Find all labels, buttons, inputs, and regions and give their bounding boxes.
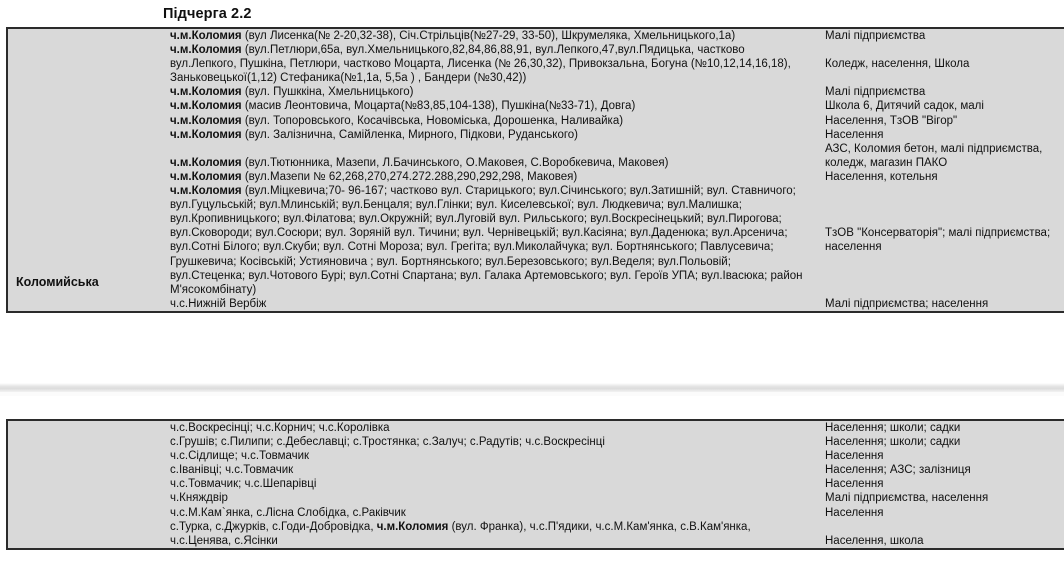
object-line: Населення [825,128,884,141]
street-line: вул.Гуцульській; вул.Млинській; вул.Бенцаля; вул.Глінки; вул. Киселевської; вул. Людкевича; вул.Малишка; [170,199,742,212]
object-line: АЗС, Коломия бетон, малі підприємства, [825,142,1043,155]
street-line: Заньковецької(1,12) Стефаника(№1,1а, 5,5а ) , Бандери (№30,42)) [170,72,527,85]
street-line: ч.с.Товмачик; ч.с.Шепарівці [170,478,317,491]
streets-cell [168,420,821,549]
object-line: Населення, школа [825,534,924,547]
object-line [821,198,1064,212]
object-line [821,184,1064,198]
street-line: ч.м.Коломия (вул Лисенка(№ 2-20,32-38), Січ.Стрільців(№27-29, 33-50), Шкрумеляка, Хмельницького,1а) [170,30,736,42]
table-row [7,28,1064,312]
object-line [821,269,1064,283]
street-line: ч.м.Коломия (вул.Міцкевича;70- 96-167; частково вул. Старицького; вул.Січинського; вул.Затишній; вул. Ставничого; [170,185,796,198]
streets-cell [168,28,821,312]
object-line: Населення [825,478,884,491]
object-line: Малі підприємства, населення [825,492,989,505]
region-cell [7,420,168,549]
street-line: вул.Лепкого, Пушкіна, Петлюри, частково Моцарта, Лисенка (№ 26,30,32), Привокзальна, Богуна (№10,12,14,16,18), [170,58,791,71]
street-line: ч.м.Коломия (вул.Мазепи № 62,268,270,274.272.288,290,292,298, Маковея) [170,170,578,183]
object-line: Населення [825,450,884,463]
streets-lines [168,29,821,311]
object-line: Коледж, населення, Школа [825,58,970,71]
objects-cell [821,420,1064,549]
object-line: Малі підприємства [825,30,926,42]
street-line: с.Турка, с.Джурків, с.Годи-Добровідка, ч.м.Коломия (вул. Франка), ч.с.П'ядики, ч.с.М.Кам'янка, с.В.Кам'янка, [170,520,751,533]
object-line: Населення; АЗС; залізниця [825,464,971,477]
page-title: Підчерга 2.2 [163,6,252,22]
street-line: с.Іванівці; ч.с.Товмачик [170,464,294,477]
street-line-bold: ч.м.Коломия [170,114,242,127]
street-line: с.Грушів; с.Пилипи; с.Дебеславці; с.Тростянка; с.Залуч; с.Радутів; ч.с.Воскресінці [170,436,605,449]
street-line: ч.м.Коломия (вул. Залізнична, Самійленка, Мирного, Підкови, Руданського) [170,128,579,141]
object-line: Населення, котельня [825,170,938,183]
object-line: Малі підприємства [825,86,926,99]
street-line: ч.с.Сідлище; ч.с.Товмачик [170,450,310,463]
street-line: ч.с.Нижній Вербіж [170,297,267,310]
street-line: ч.Княждвір [170,492,228,505]
street-line: М'ясокомбінату) [170,283,257,296]
table-top [6,27,1064,313]
street-line: ч.м.Коломия (масив Леонтовича, Моцарта(№83,85,104-138), Пушкіна(№33-71), Довга) [170,100,636,113]
object-line [821,255,1064,269]
page-break-band [0,383,1064,392]
street-line-bold: ч.м.Коломия [170,86,242,99]
object-line [821,71,1064,85]
object-line: Малі підприємства; населення [825,297,989,310]
street-line: ч.м.Коломия (вул.Тютюнника, Мазепи, Л.Бачинського, О.Маковея, С.Воробкевича, Маковея) [170,156,669,169]
street-line-bold: ч.м.Коломия [170,170,242,183]
street-line: ч.с.Ценява, с.Ясінки [170,534,278,547]
street-line-bold: ч.м.Коломия [170,156,242,169]
object-line: Населення; школи; садки [825,436,961,449]
street-line: ч.с.М.Кам`янка, с.Лісна Слобідка, с.Раківчик [170,506,406,519]
object-line [821,520,1064,534]
street-line: вул.Стеценка; вул.Чотового Бурі; вул.Сотні Спартана; вул. Галака Артемовського; вул. Героїв УПА; вул.Івасюка; район [170,269,803,282]
table-row [7,420,1064,549]
street-line: ч.м.Коломия (вул. Топоровського, Косачівська, Новоміська, Дорошенка, Наливайка) [170,114,624,127]
street-line: ч.м.Коломия (вул.Петлюри,65а, вул.Хмельницького,82,84,86,88,91, вул.Лепкого,47,вул.Пядицька, частково [170,44,745,57]
object-line: населення [825,241,882,254]
street-line: вул.Сотні Білого; вул.Скуби; вул. Сотні Мороза; вул. Грегіта; вул.Миколайчука; вул. Бортнянського; Павлусевича; [170,241,774,254]
object-line: Населення [825,506,884,519]
region-cell [7,28,168,312]
object-line: ТзОВ "Консерваторія"; малі підприємства; [825,227,1051,240]
page-break-band-2 [0,392,1064,396]
table-bottom [6,419,1064,550]
street-line: вул.Кропивницького; вул.Філатова; вул.Окружній; вул.Луговій вул. Рильського; вул.Воскресінецький; вул.Пирогова; [170,213,782,226]
object-line [821,212,1064,226]
object-line: Населення; школи; садки [825,422,961,434]
object-line [821,43,1064,57]
street-line-bold: ч.м.Коломия [170,128,242,141]
street-line-bold: ч.м.Коломия [376,520,449,533]
object-line [821,283,1064,297]
objects-lines [821,421,1064,548]
region-label: Коломийська [16,275,99,289]
street-line-bold: ч.м.Коломия [170,185,242,198]
street-line: вул.Сковороди; вул.Сосюри; вул. Зоряній вул. Тичини; вул. Чернівецькій; вул.Касіяна; вул.Даденюка; вул.Арсенича; [170,227,788,240]
object-line: коледж, магазин ПАКО [825,156,948,169]
object-line: Школа 6, Дитячий садок, малі [825,100,984,113]
street-line: ч.м.Коломия (вул. Пушккіна, Хмельницького) [170,86,414,99]
street-line-bold: ч.м.Коломия [170,30,242,42]
street-line-bold: ч.м.Коломия [170,100,242,113]
street-line: ч.с.Воскресінці; ч.с.Корнич; ч.с.Королівка [170,422,390,434]
objects-lines [821,29,1064,311]
objects-cell [821,28,1064,312]
street-line: Грушкевича; Косівській; Устияновича ; вул. Бортнянського; вул.Березовського; вул.Веделя; вул.Польовій; [170,255,731,268]
street-line-bold: ч.м.Коломия [170,44,242,57]
object-line: Населення, ТзОВ "Вігор" [825,114,958,127]
streets-lines [168,421,821,548]
street-line [168,142,821,156]
